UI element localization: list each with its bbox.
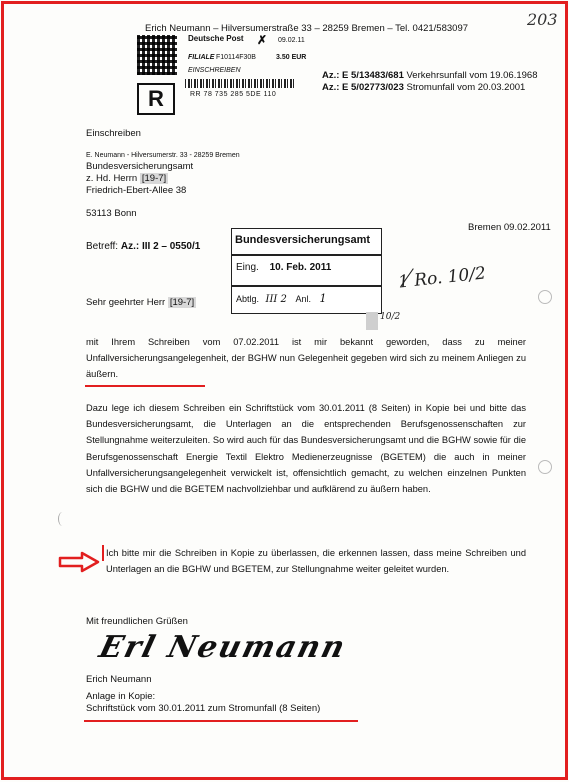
sender-line: Erich Neumann – Hilversumerstraße 33 – 28259 Bremen – Tel. 0421/583097 [145,23,469,34]
red-bracket-top [102,545,104,561]
recipient-city: 53113 Bonn [86,208,137,219]
received-stamp-rule-2 [232,285,381,287]
registered-r-mark: R [137,83,175,115]
attn-prefix: z. Hd. Herrn [86,173,138,184]
reference-1 [322,70,537,82]
received-eing [236,262,331,273]
redaction-block [366,312,378,330]
salutation-redacted: [19-7] [169,297,195,308]
tracking-barcode [185,79,295,88]
reference-1-label: Az.: E 5/13483/681 [322,70,404,81]
body-paragraph-3: Ich bitte mir die Schreiben in Kopie zu überlassen, die erkennen lassen, dass meine Schreiben und Unterlagen an die BGHW und BGETEM, zur Stellungnahme weiter geleitet wurden. [106,548,526,575]
stamp-carrier: Deutsche Post [188,34,244,43]
anl-value: 1 [319,292,327,305]
attn-redacted: [19-7] [141,173,167,184]
stamp-filiale-label: FILIALE [188,54,215,61]
stamp-price: 3.50 EUR [276,54,307,61]
body-paragraph-1: mit Ihrem Schreiben vom 07.02.2011 ist mir bekannt geworden, dass zu meiner Unfallversicherungsangelegenheit, der BGHW nun Gelegenheit gegeben wird sich zu meinem Anliegen zu äußern. [86,337,526,380]
letter-date: Bremen 09.02.2011 [468,222,551,233]
recipient-attn [86,173,168,185]
reference-2-text: Stromunfall vom 20.03.2001 [406,82,526,93]
salutation [86,297,196,309]
received-abtlg [236,292,326,305]
salutation-text: Sehr geehrter Herr [86,297,166,308]
reference-2 [322,82,525,94]
abtlg-label: Abtlg. [236,294,260,304]
anl-label: Anl. [295,294,311,304]
eing-label: Eing. [236,262,259,273]
enclosure-text: Schriftstück vom 30.01.2011 zum Stromunfall (8 Seiten) [86,703,321,714]
tracking-number: RR 78 735 285 5DE 110 [190,91,277,98]
handwritten-note-2: 10/2 [380,312,401,322]
abtlg-value: III 2 [265,294,287,305]
punch-hole-bottom [538,460,552,474]
handwritten-note-1: 1 Ro. 10/2 [397,263,487,293]
received-stamp-title: Bundesversicherungsamt [235,234,371,246]
qr-code [137,35,177,75]
recipient-street: Friedrich-Ebert-Allee 38 [86,185,187,196]
eing-date: 10. Feb. 2011 [269,262,332,273]
red-arrow-icon [58,551,100,573]
page-number: 203 [527,10,558,29]
subject-line [86,241,200,252]
reference-2-label: Az.: E 5/02773/023 [322,82,404,93]
return-address: E. Neumann - Hilversumerstr. 33 - 28259 Bremen [86,152,240,159]
closing-greeting: Mit freundlichen Grüßen [86,616,188,627]
closing-name: Erich Neumann [86,674,152,685]
received-stamp-rule-1 [232,254,381,256]
stamp-filiale-code: F10114F30B [216,54,256,61]
subject-value: Az.: III 2 – 0550/1 [120,241,201,252]
stamp-type: EINSCHREIBEN [188,67,241,74]
stamp-date: 09.02.11 [278,37,305,44]
recipient-name: Bundesversicherungsamt [86,161,194,172]
body-paragraph-2: Dazu lege ich diesem Schreiben ein Schriftstück vom 30.01.2011 (8 Seiten) in Kopie bei und bitte das Bundesversicherungsamt, die Unterlagen an die entsprechenden Berufsgenossenschaften zur Stellungnahme weiterzuleiten. So wird auch für das Bundesversicherungsamt und die BGHW sowie für die Berufsgenossenschaft Energie Textil Elektro Medienerzeugnisse (BGETEM) die auch in meiner Unfallversicherungsangelegenheit verwickelt ist, offensichtlich gemacht, zu welchen einzelnen Punkten sich die BGHW und die BGETEM nachvollziehbar und aufklärend zu äußern haben. [86,403,526,495]
red-underline-1 [85,385,205,387]
received-stamp [231,228,382,314]
signature: Erl Neumann [95,630,351,665]
enclosure-label: Anlage in Kopie: [86,691,156,702]
reference-1-text: Verkehrsunfall vom 19.06.1968 [406,70,538,81]
subject-label: Betreff: [86,241,119,252]
red-underline-2 [84,720,358,722]
post-horn-icon: ✗ [257,33,268,47]
margin-mark [58,512,67,526]
einschreiben-label: Einschreiben [86,128,141,139]
punch-hole-top [538,290,552,304]
